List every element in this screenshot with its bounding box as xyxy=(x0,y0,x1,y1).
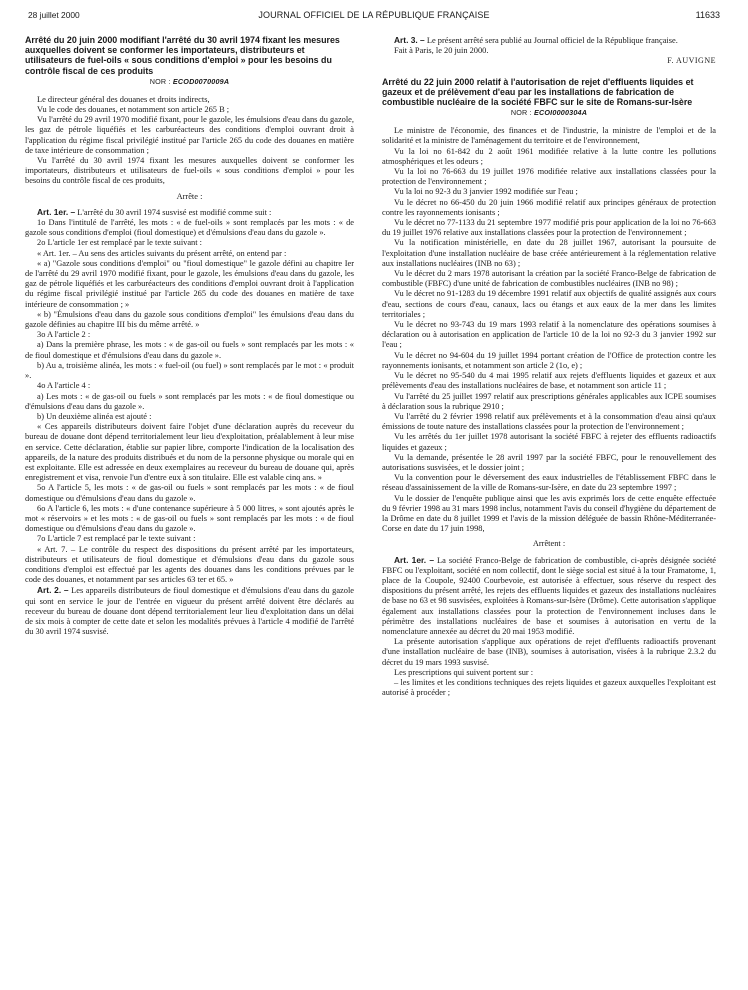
left-body-para: 7o L'article 7 est remplacé par le texte suivant : xyxy=(37,534,196,544)
right-decree-title: Arrêté du 22 juin 2000 relatif à l'autorisation de rejet d'effluents liquides et gazeux et de prélèvement d'eau par les installations de fabrication de combustible nucléaire de la société FBFC sur le site de Romans-sur-Isère xyxy=(382,76,694,108)
left-body-para: 5o A l'article 5, les mots : « de gas-oil ou fuels » sont remplacés par les mots : « de fioul domestique ou d'émulsions d'eau dans du gazole ». xyxy=(25,483,354,503)
left-body-para: 4o A l'article 4 : xyxy=(37,381,91,391)
header-journal-title: JOURNAL OFFICIEL DE LA RÉPUBLIQUE FRANÇAISE xyxy=(258,10,490,20)
right-article-3 xyxy=(382,35,716,46)
right-para: Vu le décret du 2 mars 1978 autorisant la création par la société Franco-Belge de fabrication de combustible (FBFC) d'une unité de fabrication de combustibles nucléaires (INB no 98) ; xyxy=(382,269,716,289)
left-body-para: a) Dans la première phrase, les mots : « de gas-oil ou fuels » sont remplacés par les mots : « de fioul domestique et d'émulsions d'eau dans du gazole ». xyxy=(25,340,354,360)
left-body-para: 2o L'article 1er est remplacé par le texte suivant : xyxy=(37,238,202,248)
left-para: Vu l'arrêté du 30 avril 1974 fixant les mesures auxquelles doivent se conformer les importateurs, distributeurs et utilisateurs de fuel-oils « sous conditions d'emploi » pour les besoins du contrôle fiscal de ces produits, xyxy=(25,156,354,186)
right-art3-text: Le présent arrêté sera publié au Journal officiel de la République française. xyxy=(426,36,678,45)
left-body-para: « Ces appareils distributeurs doivent faire l'objet d'une déclaration auprès du receveur du bureau de douane dont dépend territorialement leur lieu d'exploitation, préalablement à leur mise en service. Cette déclaration, établie sur papier libre, comporte l'indication de la localisation des appareils, de la nature des produits distribués et du nom de la personne physique ou morale qui en est exploitante. Elle est adressée en deux exemplaires au receveur du bureau de douane qui, après enregistrement et visa, renvoie l'un d'entre eux à son titulaire. Elle est valable cinq ans. » xyxy=(25,422,354,483)
right-arretent: Arrêtent : xyxy=(532,539,566,549)
right-para: Vu le décret no 77-1133 du 21 septembre 1977 modifié pris pour application de la loi no 76-663 du 19 juillet 1976 relative aux installations classées pour la protection de l'environnement ; xyxy=(382,218,716,238)
left-para: Le directeur général des douanes et droits indirects, xyxy=(37,94,210,104)
page-header xyxy=(28,10,720,24)
right-para: Vu la loi no 92-3 du 3 janvier 1992 modifiée sur l'eau ; xyxy=(394,187,578,197)
left-column xyxy=(25,35,354,985)
right-art1-text: La société Franco-Belge de fabrication de combustible, ci-après désignée société FBFC ou l'exploitant, société en nom collectif, dont le siège social est situé à la tour Framatome, 1, place de la Coupole, 92400 Courbevoie, est autorisée à effectuer, sous réserve du respect des dispositions du présent arrêté, les rejets des effluents liquides et gazeux des installations nucléaires de base no 63 et 98 susvisées, exploitées à Romans-sur-Isère (Drôme). Cette autorisation s'applique également aux installations classées pour la protection de l'environnement incluses dans le périmètre des installations nucléaires de base et soumises à autorisation en vertu de la nomenclature annexée au décret du 20 mai 1953 modifié. xyxy=(382,555,716,636)
left-art2-label: Art. 2. – xyxy=(37,585,69,596)
left-body-para: b) Un deuxième alinéa est ajouté : xyxy=(37,411,152,421)
left-arrete: Arrête : xyxy=(176,191,203,201)
left-nor-code: ECOD0070009A xyxy=(172,76,230,86)
left-decree-title: Arrêté du 20 juin 2000 modifiant l'arrêté du 30 avril 1974 fixant les mesures auxquelles doivent se conformer les importateurs, distributeurs et utilisateurs de fuel-oils « sous conditions d'emploi » pour les besoins du contrôle fiscal de ces produits xyxy=(25,35,340,76)
right-para: Vu la loi no 76-663 du 19 juillet 1976 modifiée relative aux installations classées pour la protection de l'environnement ; xyxy=(382,167,716,187)
right-para: Vu la notification ministérielle, en date du 28 juillet 1967, autorisant la poursuite de l'exploitation d'une installation nucléaire de base créée antérieurement à la réglementation relative aux installations nucléaires (INB no 63) ; xyxy=(382,238,716,268)
left-article-1 xyxy=(25,207,354,218)
right-nor-label: NOR : xyxy=(510,108,532,118)
left-body-para: 6o A l'article 6, les mots : « d'une contenance supérieure à 5 000 litres, » sont ajoutés après le mot « réservoirs » et les mots : « de gas-oil ou fuels » sont remplacés par les mots : « de fioul domestique ou d'émulsions d'eau dans du gazole ». xyxy=(25,503,354,534)
left-body-para: 3o A l'article 2 : xyxy=(37,330,91,340)
right-para: Vu le décret no 94-604 du 19 juillet 1994 portant création de l'Office de protection contre les rayonnements ionisants, et notamment son article 2 (1o, e) ; xyxy=(382,350,716,370)
right-para: Vu l'arrêté du 2 février 1998 relatif aux prélèvements et à la consommation d'eau ainsi qu'aux émissions de toute nature des installations classées pour la protection de l'environnement ; xyxy=(382,411,716,432)
right-para: Vu le décret no 93-743 du 19 mars 1993 relatif à la nomenclature des opérations soumises à déclaration ou à autorisation en application de l'article 10 de la loi no 92-3 du 3 janvier 1992 sur l'eau ; xyxy=(382,320,716,350)
left-nor xyxy=(25,77,354,86)
left-body-para: b) Au a, troisième alinéa, les mots : « fuel-oil (ou fuel) » sont remplacés par le mot : « produit ». xyxy=(25,360,354,381)
right-art1-label: Art. 1er. – xyxy=(394,554,435,565)
header-date: 28 juillet 2000 xyxy=(28,10,80,20)
left-art2-text: Les appareils distributeurs de fioul domestique et d'émulsions d'eau dans du gazole qui sont en service le jour de l'entrée en vigueur du présent arrêté doivent être déclarés au receveur du bureau de douane dont dépend territorialement leur lieu d'exploitation dans un délai de six mois à compter de cette date et selon les modalités prévues à l'article 4 modifié de l'arrêté du 30 avril 1974 susvisé. xyxy=(25,586,354,637)
right-signature: F. AUVIGNE xyxy=(667,56,716,66)
left-body-para: « a) "Gazole sous conditions d'emploi" ou "fioul domestique" le gazole défini au chapitre Ier de l'arrêté du 29 avril 1970 modifié fixant, pour le gazole, les émulsions d'eau dans du gazole, les gaz de pétrole liquéfiés et les carburéacteurs des conditions d'emploi ouvrant droit à l'application du régime fiscal privilégié institué par l'article 265 du code des douanes en matière de taxe intérieure de consommation ; » xyxy=(25,258,354,309)
right-para: Vu le décret no 66-450 du 20 juin 1966 modifié relatif aux principes généraux de protection contre les rayonnements ionisants ; xyxy=(382,197,716,217)
right-tail-para: La présente autorisation s'applique aux opérations de rejet d'effluents radioactifs provenant d'une installation nucléaire de base (INB), soumises à autorisation, visées à la rubrique 2.3.2 du décret du 19 mars 1993 susvisé. xyxy=(382,637,716,667)
left-para: Vu le code des douanes, et notamment son article 265 B ; xyxy=(37,105,230,115)
right-para: Vu le décret no 95-540 du 4 mai 1995 relatif aux rejets d'effluents liquides et gazeux et aux prélèvements d'eau des installations nucléaires de base, et notamment son article 11 ; xyxy=(382,371,716,391)
left-body-para: « Art. 7. – Le contrôle du respect des dispositions du présent arrêté par les importateurs, distributeurs et utilisateurs de fioul domestique et d'émulsions d'eau dans du gazole sous conditions d'emploi est effectué par les agents des douanes dans les conditions prévues par le code des douanes, et notamment par ses articles 63 ter et 65. » xyxy=(25,544,354,585)
right-fait: Fait à Paris, le 20 juin 2000. xyxy=(394,46,489,56)
right-nor xyxy=(382,108,716,117)
left-para: Vu l'arrêté du 29 avril 1970 modifié fixant, pour le gazole, les émulsions d'eau dans du gazole, les gaz de pétrole liquéfiés et les carburéacteurs des conditions d'emploi ouvrant droit à l'application du régime fiscal privilégié institué par l'article 265 du code des douanes en matière de taxe intérieure de consommation ; xyxy=(25,115,354,155)
right-article-1 xyxy=(382,555,716,638)
left-article-2 xyxy=(25,585,354,637)
right-art3-label: Art. 3. – xyxy=(394,35,425,45)
left-body-para: « b) "Émulsions d'eau dans du gazole sous conditions d'emploi" les émulsions d'eau dans du gazole définies au chapitre III bis du même arrêté. » xyxy=(25,309,354,330)
right-para: Vu le décret no 91-1283 du 19 décembre 1991 relatif aux objectifs de qualité assignés aux cours d'eau, sections de cours d'eau, canaux, lacs ou étangs et aux eaux de la mer dans les limites territoriales ; xyxy=(382,289,716,319)
right-para: Vu le dossier de l'enquête publique ainsi que les avis exprimés lors de cette enquête effectuée du 9 février 1998 au 31 mars 1998 inclus, notamment l'avis du conseil d'hygiène du département de la Drôme en date du 8 juillet 1999 et l'avis de la mission déléguée de bassin Rhône-Méditerranée-Corse en date du 17 juin 1998, xyxy=(382,493,716,534)
right-para: Vu la convention pour le déversement des eaux industrielles de l'établissement FBFC dans le réseau d'assainissement de la ville de Romans-sur-Isère, en date du 23 septembre 1997 ; xyxy=(382,473,716,493)
left-body-para: a) Les mots : « de gas-oil ou fuels » sont remplacés par les mots : « de fioul domestique ou d'émulsions d'eau dans du gazole ». xyxy=(25,391,354,411)
right-para: Vu la loi no 61-842 du 2 août 1961 modifiée relative à la lutte contre les pollutions atmosphériques et les odeurs ; xyxy=(382,146,716,166)
left-body-para: 1o Dans l'intitulé de l'arrêté, les mots : « de fuel-oils » sont remplacés par les mots : « de gazole sous conditions d'emploi (fioul domestique) et d'émulsions d'eau dans du gazole ». xyxy=(25,218,354,238)
right-para: Vu les arrêtés du 1er juillet 1978 autorisant la société FBFC à rejeter des effluents radioactifs liquides et gazeux ; xyxy=(382,432,716,452)
right-para: Le ministre de l'économie, des finances et de l'industrie, la ministre de l'emploi et de la solidarité et la ministre de l'aménagement du territoire et de l'environnement, xyxy=(382,126,716,146)
right-column xyxy=(382,35,716,985)
left-art1-label: Art. 1er. – xyxy=(37,206,76,217)
right-para: Vu la demande, présentée le 28 avril 1997 par la société FBFC, pour le renouvellement des autorisations susvisées, et le dossier joint ; xyxy=(382,452,716,472)
right-nor-code: ECOI0000304A xyxy=(534,108,588,118)
header-page-number: 11633 xyxy=(695,10,720,20)
right-tail-para: – les limites et les conditions techniques des rejets liquides et gazeux auxquelles l'exploitant est autorisé à procéder ; xyxy=(382,677,716,698)
left-art1-text: L'arrêté du 30 avril 1974 susvisé est modifié comme suit : xyxy=(77,207,272,217)
right-para: Vu l'arrêté du 25 juillet 1997 relatif aux prescriptions générales applicables aux ICPE soumises à déclaration sous la rubrique 2910 ; xyxy=(382,391,716,411)
left-nor-label: NOR : xyxy=(149,76,171,86)
left-body-para: « Art. 1er. – Au sens des articles suivants du présent arrêté, on entend par : xyxy=(37,248,287,258)
right-tail-para: Les prescriptions qui suivent portent sur : xyxy=(394,667,534,677)
